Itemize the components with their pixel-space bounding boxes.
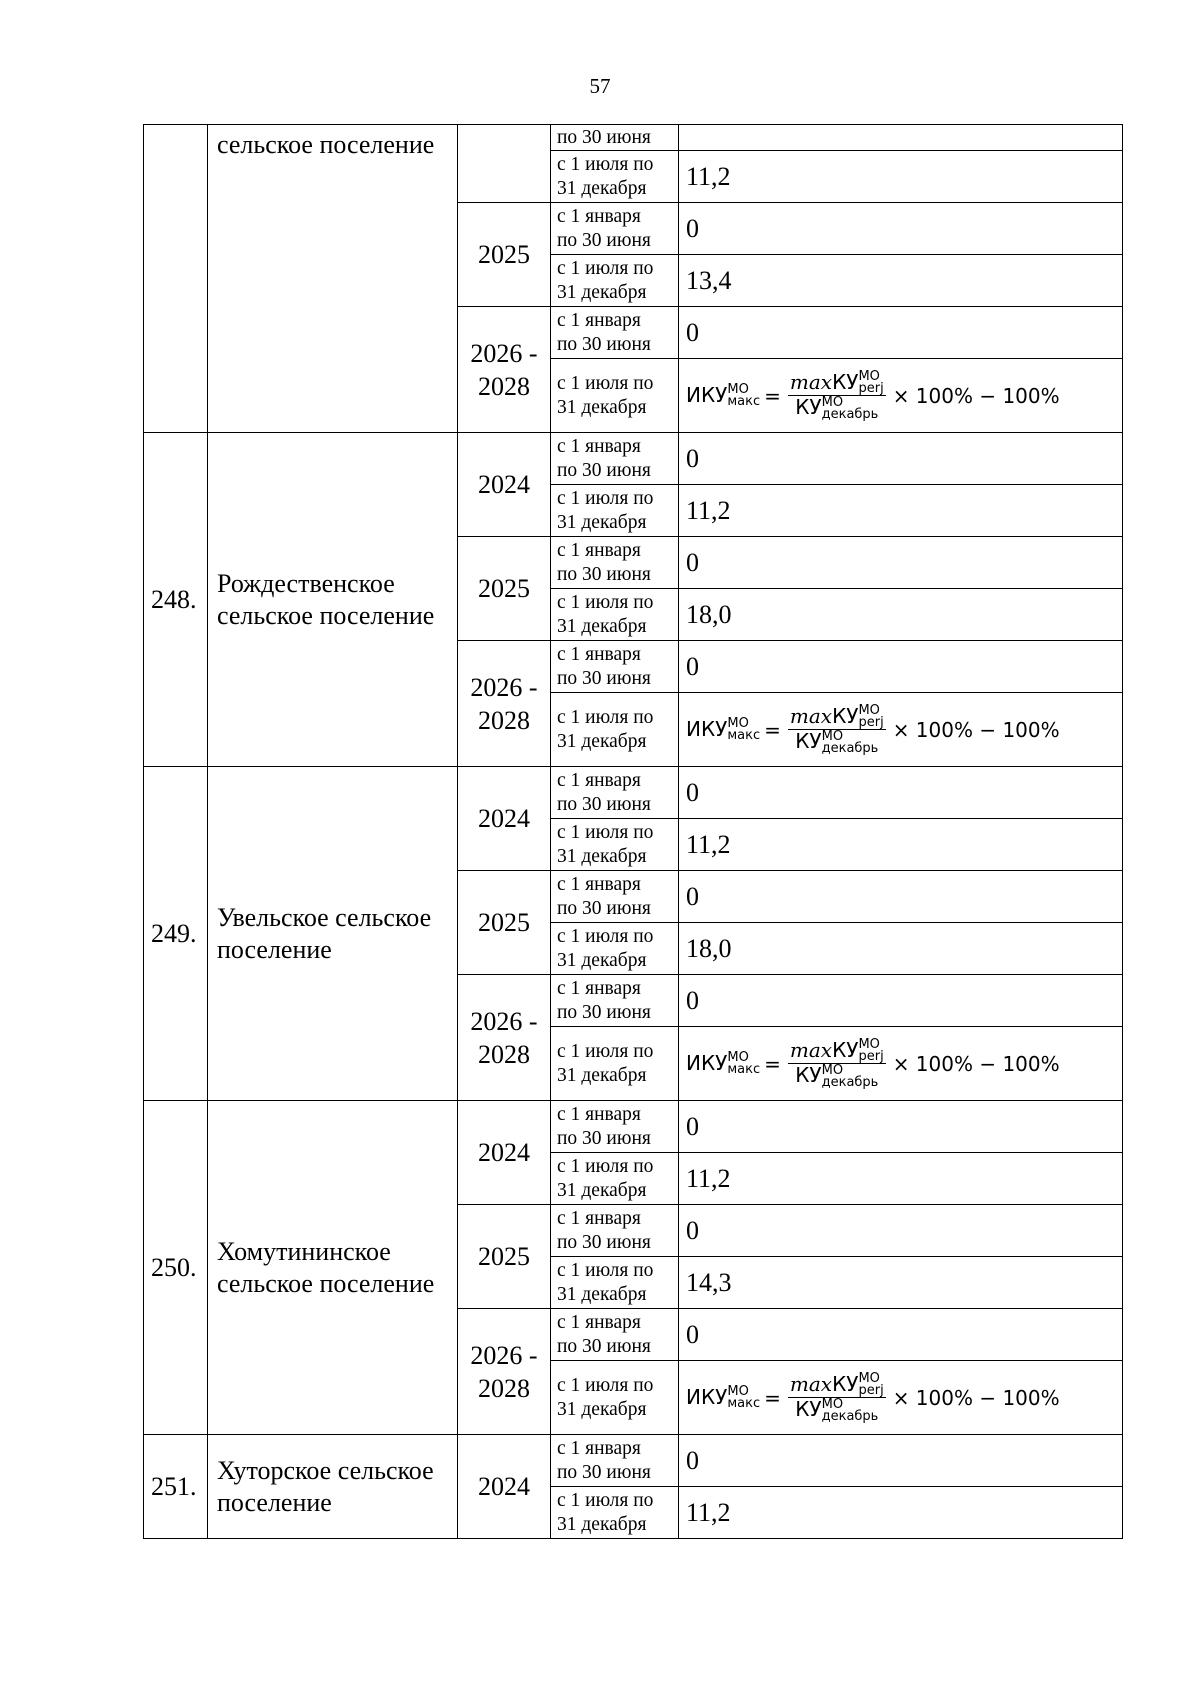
settlement-name: Рождественское сельское поселение — [208, 433, 458, 767]
period-line: с 1 июля по — [557, 1040, 654, 1062]
period-first-half — [551, 641, 679, 693]
period-first-half — [551, 1435, 679, 1487]
period-line: с 1 января — [557, 1311, 641, 1333]
subscript: декабрь — [821, 406, 879, 422]
period-second-half — [551, 1153, 679, 1205]
period-first-half — [551, 767, 679, 819]
period-second-half — [551, 255, 679, 307]
period-second-half — [551, 151, 679, 203]
subscript: perj — [858, 715, 884, 730]
period-second-half — [551, 589, 679, 641]
script-pair — [858, 1373, 883, 1397]
script-pair — [821, 1396, 879, 1424]
period-line: по 30 июня — [557, 1335, 651, 1357]
period-line: с 1 июля по — [557, 706, 654, 728]
period-line: с 1 июля по — [557, 1259, 654, 1281]
settlement-name: Хуторское сельское поселение — [208, 1435, 458, 1539]
period-first-half — [551, 203, 679, 255]
value-second-half: 18,0 — [679, 589, 1123, 641]
period-line: 31 декабря — [557, 511, 647, 533]
value-first-half: 0 — [679, 871, 1123, 923]
period-line: с 1 января — [557, 1103, 641, 1125]
year-cell: 2025 — [458, 1205, 551, 1309]
period-line: 31 декабря — [557, 1283, 647, 1305]
year-cell: 2026 - 2028 — [458, 641, 551, 767]
period-line: 31 декабря — [557, 845, 647, 867]
subscript: декабрь — [821, 740, 879, 756]
value-second-half — [679, 693, 1123, 767]
period-line: по 30 июня — [557, 459, 651, 481]
value-first-half: 0 — [679, 203, 1123, 255]
superscript: МО — [858, 1037, 880, 1052]
period-line: 31 декабря — [557, 1398, 647, 1420]
subscript: perj — [858, 1383, 884, 1398]
period-line: 31 декабря — [557, 1513, 647, 1535]
table-row — [144, 433, 1123, 485]
period-second-half — [551, 359, 679, 433]
value-first-half: 0 — [679, 307, 1123, 359]
period-line: с 1 января — [557, 435, 641, 457]
period-first-half — [551, 433, 679, 485]
subscript: макс — [727, 1062, 761, 1078]
period-first-half — [551, 537, 679, 589]
year-cell: 2024 — [458, 1101, 551, 1205]
formula-eq: = — [764, 1051, 781, 1076]
period-second-half — [551, 1257, 679, 1309]
settlement-name: сельское поселение — [208, 125, 458, 433]
period-line: 31 декабря — [557, 615, 647, 637]
formula-max: max — [789, 703, 833, 728]
period-second-half — [551, 1027, 679, 1101]
script-pair — [727, 1386, 760, 1410]
formula-eq: = — [764, 1385, 781, 1410]
period-line: с 1 января — [557, 1207, 641, 1229]
row-number: 248. — [144, 433, 208, 767]
value-second-half: 11,2 — [679, 151, 1123, 203]
table-row — [144, 1101, 1123, 1153]
formula — [686, 371, 1122, 421]
period-line: с 1 января — [557, 643, 641, 665]
row-number — [144, 125, 208, 433]
value-second-half: 11,2 — [679, 1153, 1123, 1205]
period-first-half — [551, 975, 679, 1027]
subscript: декабрь — [821, 1074, 879, 1090]
subscript: perj — [858, 1049, 884, 1064]
period-second-half — [551, 485, 679, 537]
period-line: 31 декабря — [557, 1064, 647, 1086]
subscript: макс — [727, 1396, 761, 1412]
script-pair — [858, 1039, 883, 1063]
value-first-half: 0 — [679, 1309, 1123, 1361]
value-first-half: 0 — [679, 1435, 1123, 1487]
period-line: 31 декабря — [557, 949, 647, 971]
superscript: МО — [727, 1384, 749, 1400]
value-first-half: 0 — [679, 433, 1123, 485]
period-line: с 1 января — [557, 977, 641, 999]
value-first-half: 0 — [679, 641, 1123, 693]
script-pair — [858, 371, 883, 395]
period-first-half — [551, 871, 679, 923]
period-line: по 30 июня — [557, 897, 651, 919]
period-line: по 30 июня — [557, 1001, 651, 1023]
value-second-half: 13,4 — [679, 255, 1123, 307]
value-first-half: 0 — [679, 767, 1123, 819]
formula-tail: × 100% − 100% — [892, 1051, 1060, 1076]
formula — [686, 1039, 1122, 1089]
superscript: МО — [858, 369, 880, 384]
period-line: с 1 января — [557, 1437, 641, 1459]
formula-fraction — [788, 371, 886, 421]
year-cell: 2026 - 2028 — [458, 1309, 551, 1435]
year-cell: 2025 — [458, 871, 551, 975]
period-line: по 30 июня — [557, 793, 651, 815]
superscript: МО — [858, 1371, 880, 1386]
formula — [686, 705, 1122, 755]
period-first-half — [551, 307, 679, 359]
formula-lhs: ИКУ МО макс — [686, 1384, 761, 1412]
superscript: МО — [727, 716, 749, 732]
superscript: МО — [727, 1050, 749, 1066]
formula-max: max — [789, 369, 833, 394]
superscript: МО — [821, 1396, 844, 1412]
formula-numerator: maxКУ МО perj — [789, 1371, 884, 1398]
value-second-half — [679, 1361, 1123, 1435]
formula — [686, 1373, 1122, 1423]
superscript: МО — [727, 382, 749, 398]
value-second-half: 14,3 — [679, 1257, 1123, 1309]
superscript: МО — [821, 394, 844, 410]
period-line: с 1 июля по — [557, 372, 654, 394]
period-line: 31 декабря — [557, 281, 647, 303]
value-second-half: 11,2 — [679, 819, 1123, 871]
formula-numerator: maxКУ МО perj — [789, 703, 884, 730]
formula-max: max — [789, 1371, 833, 1396]
value-first-half: 0 — [679, 1205, 1123, 1257]
period-line: по 30 июня — [557, 126, 651, 148]
superscript: МО — [821, 1062, 844, 1078]
settlement-name: Увельское сельское поселение — [208, 767, 458, 1101]
value-second-half: 18,0 — [679, 923, 1123, 975]
period-line: по 30 июня — [557, 667, 651, 689]
formula-numerator: maxКУ МО perj — [789, 369, 884, 396]
period-second-half — [551, 1361, 679, 1435]
period-line: с 1 января — [557, 873, 641, 895]
formula-fraction — [788, 1373, 886, 1423]
period-second-half — [551, 923, 679, 975]
formula-denominator: КУ МО декабрь — [795, 394, 879, 422]
year-cell: 2025 — [458, 203, 551, 307]
value-first-half: 0 — [679, 537, 1123, 589]
period-line: с 1 июля по — [557, 257, 654, 279]
year-cell — [458, 125, 551, 203]
script-pair — [727, 384, 760, 408]
superscript: МО — [821, 728, 844, 744]
table-row — [144, 767, 1123, 819]
script-pair — [821, 728, 879, 756]
period-line: 31 декабря — [557, 396, 647, 418]
year-cell: 2024 — [458, 767, 551, 871]
subscript: макс — [727, 394, 761, 410]
table-row — [144, 125, 1123, 151]
period-first-half — [551, 125, 679, 151]
period-line: по 30 июня — [557, 563, 651, 585]
period-line: по 30 июня — [557, 333, 651, 355]
year-cell: 2025 — [458, 537, 551, 641]
period-line: с 1 июля по — [557, 487, 654, 509]
value-second-half: 11,2 — [679, 1487, 1123, 1539]
period-line: по 30 июня — [557, 1127, 651, 1149]
period-line: 31 декабря — [557, 730, 647, 752]
period-line: с 1 июля по — [557, 821, 654, 843]
period-line: 31 декабря — [557, 1179, 647, 1201]
script-pair — [821, 1062, 879, 1090]
period-line: с 1 июля по — [557, 925, 654, 947]
page-number: 57 — [589, 74, 611, 98]
value-first-half — [679, 125, 1123, 151]
value-second-half: 11,2 — [679, 485, 1123, 537]
value-second-half — [679, 359, 1123, 433]
script-pair — [858, 705, 883, 729]
period-second-half — [551, 1487, 679, 1539]
script-pair — [727, 718, 760, 742]
year-cell: 2026 - 2028 — [458, 307, 551, 433]
year-cell: 2024 — [458, 433, 551, 537]
formula-tail: × 100% − 100% — [892, 383, 1060, 408]
script-pair — [821, 394, 879, 422]
formula-denominator: КУ МО декабрь — [795, 728, 879, 756]
superscript: МО — [858, 703, 880, 718]
period-first-half — [551, 1309, 679, 1361]
formula-numerator: maxКУ МО perj — [789, 1037, 884, 1064]
period-first-half — [551, 1101, 679, 1153]
tariff-table — [143, 124, 1123, 1539]
period-second-half — [551, 819, 679, 871]
period-line: с 1 января — [557, 309, 641, 331]
formula-denominator: КУ МО декабрь — [795, 1062, 879, 1090]
table-row — [144, 1435, 1123, 1487]
row-number: 250. — [144, 1101, 208, 1435]
period-line: по 30 июня — [557, 1231, 651, 1253]
period-line: по 30 июня — [557, 229, 651, 251]
year-cell: 2024 — [458, 1435, 551, 1539]
period-line: по 30 июня — [557, 1461, 651, 1483]
formula-max: max — [789, 1037, 833, 1062]
formula-tail: × 100% − 100% — [892, 717, 1060, 742]
period-line: с 1 июля по — [557, 1489, 654, 1511]
row-number: 251. — [144, 1435, 208, 1539]
formula-fraction — [788, 705, 886, 755]
period-line: с 1 июля по — [557, 591, 654, 613]
subscript: макс — [727, 728, 761, 744]
period-line: 31 декабря — [557, 177, 647, 199]
value-first-half: 0 — [679, 975, 1123, 1027]
subscript: perj — [858, 381, 884, 396]
row-number: 249. — [144, 767, 208, 1101]
period-line: с 1 января — [557, 769, 641, 791]
period-line: с 1 января — [557, 539, 641, 561]
formula-tail: × 100% − 100% — [892, 1385, 1060, 1410]
formula-eq: = — [764, 717, 781, 742]
period-line: с 1 июля по — [557, 153, 654, 175]
subscript: декабрь — [821, 1408, 879, 1424]
script-pair — [727, 1052, 760, 1076]
formula-denominator: КУ МО декабрь — [795, 1396, 879, 1424]
period-line: с 1 июля по — [557, 1155, 654, 1177]
formula-eq: = — [764, 383, 781, 408]
period-line: с 1 января — [557, 205, 641, 227]
formula-lhs: ИКУ МО макс — [686, 716, 761, 744]
value-first-half: 0 — [679, 1101, 1123, 1153]
formula-fraction — [788, 1039, 886, 1089]
year-cell: 2026 - 2028 — [458, 975, 551, 1101]
period-first-half — [551, 1205, 679, 1257]
formula-lhs: ИКУ МО макс — [686, 382, 761, 410]
period-line: с 1 июля по — [557, 1374, 654, 1396]
settlement-name: Хомутининское сельское поселение — [208, 1101, 458, 1435]
formula-lhs: ИКУ МО макс — [686, 1050, 761, 1078]
value-second-half — [679, 1027, 1123, 1101]
period-second-half — [551, 693, 679, 767]
